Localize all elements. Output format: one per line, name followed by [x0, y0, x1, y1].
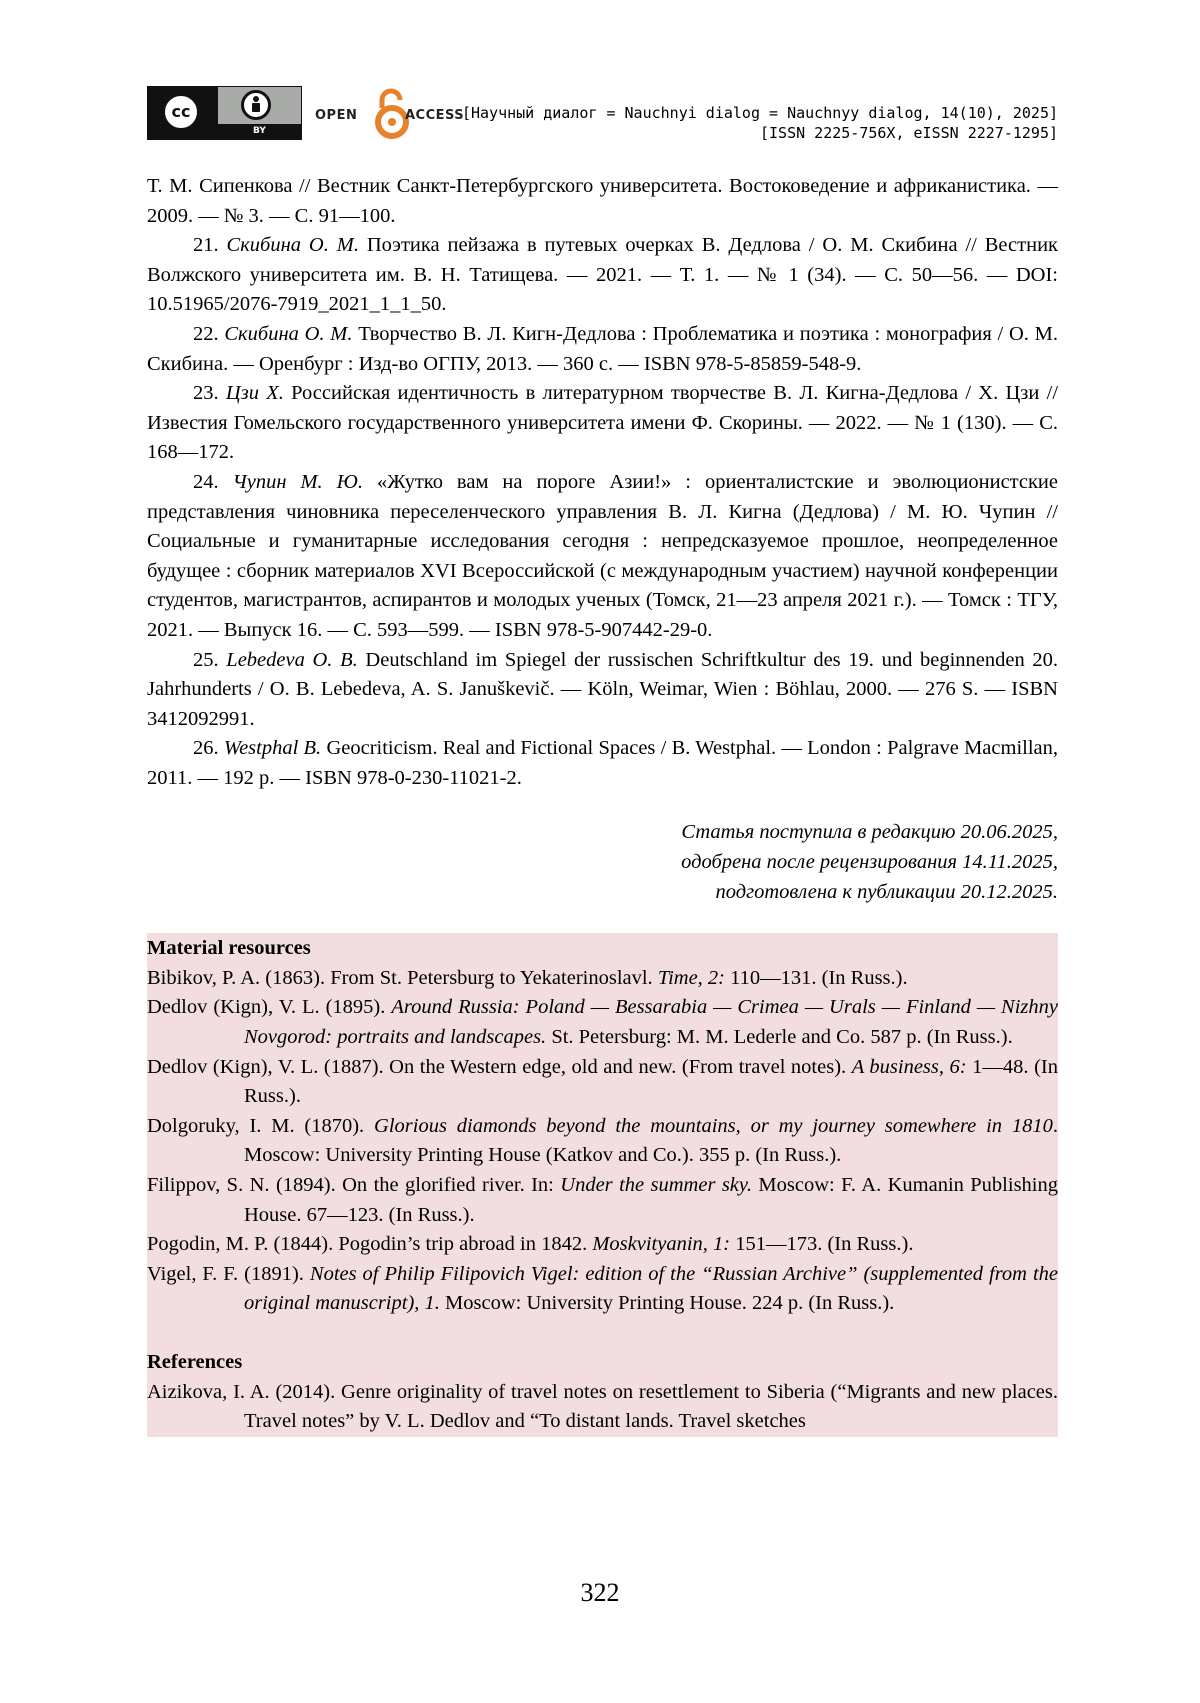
resource-italic: Time, 2: [657, 966, 726, 989]
resource-text: Filippov, S. N. (1894). On the glorified river. In: [147, 1174, 561, 1196]
attribution-person-icon [241, 90, 271, 120]
reference-item [147, 646, 1058, 735]
open-access-word-access: ACCESS [405, 108, 465, 123]
resource-italic: A business, 6: [851, 1055, 967, 1078]
reference-number: 22. [193, 322, 219, 345]
russian-reference-list [147, 172, 1058, 793]
material-resource-item [147, 1230, 1058, 1260]
resource-italic: Around Russia: Poland — Bessarabia — Crimea — Urals — Finland — Nizhny Novgorod: portraits and landscapes. [244, 996, 1058, 1049]
references-list [147, 1378, 1058, 1437]
section-gap [147, 1319, 1058, 1348]
resource-italic: Glorious diamonds beyond the mountains, or my journey somewhere in 1810 [374, 1114, 1053, 1137]
resource-text: Dedlov (Kign), V. L. (1887). On the Western edge, old and new. (From travel notes). [147, 1055, 852, 1078]
reference-number: 21. [193, 234, 219, 257]
material-resources-heading: Material resources [147, 937, 311, 960]
reference-item [147, 320, 1058, 379]
reference-item [147, 734, 1058, 793]
reference-text: Deutschland im Spiegel der russischen Schriftkultur des 19. und beginnenden 20. Jahrhunderts / O. B. Lebedeva, A. S. Januškevič. — Köln, Weimar, Wien : Böhlau, 2000. — 276 S. — ISBN 3412092991. [147, 648, 1059, 730]
reference-item [147, 231, 1058, 320]
english-references-block [147, 933, 1058, 1437]
reference-en-item [147, 1378, 1058, 1437]
material-resource-item [147, 1112, 1058, 1171]
reference-number: 24. [193, 470, 219, 493]
reference-number: 25. [193, 648, 219, 671]
page-number: 322 [580, 1578, 620, 1607]
material-resource-item [147, 993, 1058, 1052]
resource-italic: Notes of Philip Filipovich Vigel: edition of the “Russian Archive” (supplemented from the original manuscript), 1. [244, 1262, 1058, 1315]
material-resource-item [147, 1171, 1058, 1230]
reference-text: Geocriticism. Real and Fictional Spaces / B. Westphal. — London : Palgrave Macmillan, 2011. — 192 p. — ISBN 978-0-230-11021-2. [147, 737, 1059, 789]
open-access-word-open: OPEN [315, 108, 358, 123]
resource-text: 151—173. (In Russ.). [730, 1233, 914, 1256]
material-resource-item [147, 964, 1058, 994]
prepared-date-line: подготовлена к публикации 20.12.2025. [715, 880, 1058, 903]
resource-text: Moscow: F. A. Kumanin Publishing House. 67—123. (In Russ.). [244, 1174, 1059, 1226]
cc-icon: cc [162, 93, 200, 131]
reference-author: Lebedeva O. B. [226, 648, 358, 671]
reference-text: «Жутко вам на пороге Азии!» : ориенталистские и эволюционистские представления чиновника переселенческого управления В. Л. Кигна (Дедлова) / М. Ю. Чупин // Социальные и гуманитарные исследования сегодня : непредсказуемое прошлое, неопределенное будущее : сборник материалов XVI Всероссийской (с международным участием) научной конференции студентов, магистрантов, аспирантов и молодых ученых (Томск, 21—23 апреля 2021 г.). — Томск : ТГУ, 2021. — Выпуск 16. — С. 593—599. — ISBN 978-5-907442-29-0. [147, 470, 1059, 641]
references-heading: References [147, 1350, 243, 1373]
resource-italic: Under the summer sky. [560, 1174, 752, 1196]
journal-issn-line: [ISSN 2225-756X, eISSN 2227-1295] [759, 124, 1058, 142]
resource-text: Pogodin, M. P. (1844). Pogodin’s trip abroad in 1842. [147, 1233, 593, 1256]
reference-author: Чупин М. Ю. [232, 470, 363, 493]
resource-text: Bibikov, P. A. (1863). From St. Petersburg to Yekaterinoslavl. [147, 966, 658, 989]
page-header [147, 86, 1058, 142]
resource-italic: Moskvityanin, 1: [592, 1233, 731, 1256]
resource-text: 1—48. (In Russ.). [244, 1055, 1058, 1108]
resource-text: St. Petersburg: M. M. Lederle and Co. 587 p. (In Russ.). [546, 1026, 1013, 1049]
reference-author: Скибина О. М. [226, 234, 359, 257]
reference-author: Westphal B. [223, 737, 322, 760]
resource-text: Dolgoruky, I. M. (1870). [147, 1114, 375, 1137]
reference-text: Поэтика пейзажа в путевых очерках В. Дедлова / О. М. Скибина // Вестник Волжского университета им. В. Н. Татищева. — 2021. — Т. 1. — № 1 (34). — С. 50—56. — DOI: 10.51965/2076-7919_2021_1_1_50. [147, 234, 1058, 316]
resource-text: 110—131. (In Russ.). [725, 966, 908, 989]
reference-author: Скибина О. М. [224, 322, 353, 345]
approved-date-line: одобрена после рецензирования 14.11.2025, [681, 851, 1058, 874]
reference-item [147, 172, 1058, 231]
resource-text: Moscow: University Printing House. 224 p. (In Russ.). [439, 1292, 895, 1315]
journal-title-line: [Научный диалог = Nauchnyi dialog = Nauchnyy dialog, 14(10), 2025] [461, 104, 1058, 122]
resource-text: Vigel, F. F. (1891). [147, 1262, 310, 1285]
received-date-line: Статья поступила в редакцию 20.06.2025, [681, 821, 1058, 844]
reference-text: Т. М. Сипенкова // Вестник Санкт-Петербургского университета. Востоковедение и африканистика. — 2009. — № 3. — С. 91—100. [147, 175, 1058, 227]
reference-author: Цзи Х. [225, 382, 284, 405]
reference-number: 26. [193, 737, 219, 760]
material-resource-item [147, 1260, 1058, 1319]
resource-text: . Moscow: University Printing House (Katkov and Co.). 355 p. (In Russ.). [244, 1114, 1058, 1167]
material-resources-list [147, 964, 1058, 1319]
material-resource-item [147, 1053, 1058, 1112]
reference-item [147, 379, 1058, 468]
reference-text: Творчество В. Л. Кигн-Дедлова : Проблематика и поэтика : монография / О. М. Скибина. — Оренбург : Изд-во ОГПУ, 2013. — 360 с. — ISBN 978-5-85859-548-9. [147, 322, 1058, 375]
by-label: BY [218, 124, 301, 139]
cc-by-license-badge [147, 86, 302, 140]
reference-item [147, 468, 1058, 646]
page-content [147, 172, 1058, 1437]
journal-citation [462, 103, 1058, 143]
reference-text: Российская идентичность в литературном творчестве В. Л. Кигна-Дедлова / Х. Цзи // Известия Гомельского государственного университета имени Ф. Скорины. — 2022. — № 1 (130). — С. 168—172. [147, 382, 1059, 464]
article-received-dates [147, 818, 1058, 907]
resource-text: Dedlov (Kign), V. L. (1895). [147, 996, 392, 1019]
reference-en-text: Aizikova, I. A. (2014). Genre originality of travel notes on resettlement to Siberia (“Migrants and new places. Travel notes” by V. L. Dedlov and “To distant lands. Travel sketches [147, 1380, 1058, 1433]
reference-number: 23. [193, 382, 219, 405]
